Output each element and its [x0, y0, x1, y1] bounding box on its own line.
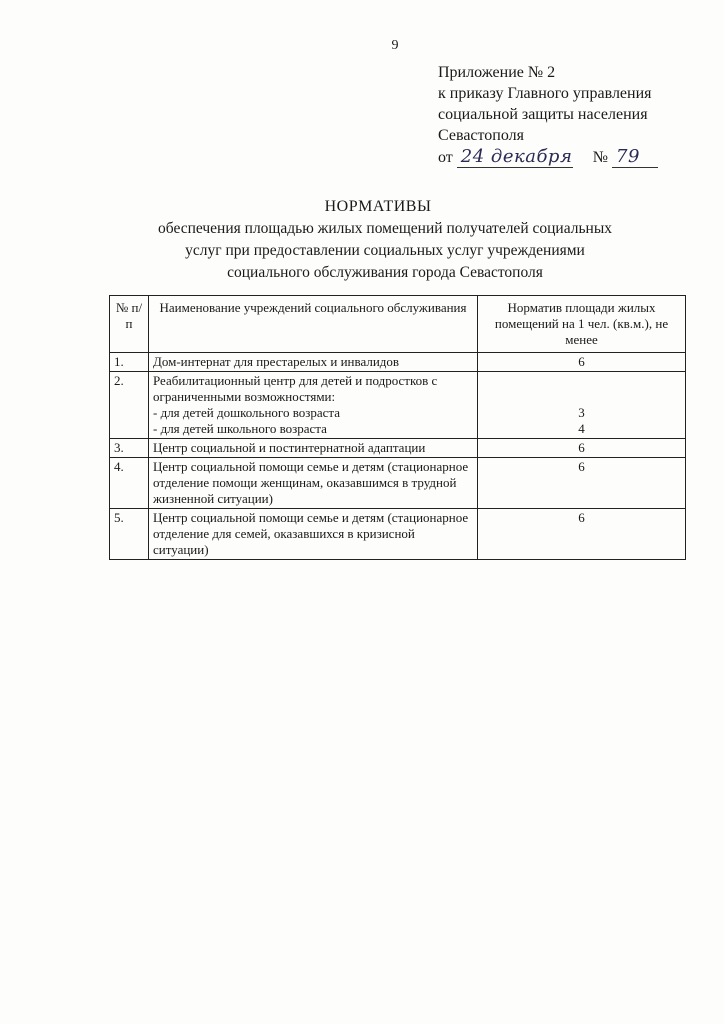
table-row [110, 353, 686, 372]
row-value: 6 [478, 458, 686, 509]
header-num: № п/п [110, 296, 149, 353]
table-header-row [110, 296, 686, 353]
row-num: 3. [110, 439, 149, 458]
row-name-line: Реабилитационный центр для детей и подростков с ограниченными возможностями: [153, 373, 438, 404]
appendix-line-4: Севастополя [438, 127, 524, 144]
row-name: Центр социальной и постинтернатной адаптации [149, 439, 478, 458]
row-name: Центр социальной помощи семье и детям (стационарное отделение помощи женщинам, оказавшимся в трудной жизненной ситуации) [149, 458, 478, 509]
page-number: 9 [391, 38, 399, 53]
row-num: 5. [110, 509, 149, 560]
appendix-line-1: Приложение № 2 [438, 64, 556, 81]
row-num: 1. [110, 353, 149, 372]
row-name [149, 372, 478, 439]
header-norm: Норматив площади жилых помещений на 1 чел. (кв.м.), не менее [478, 296, 686, 353]
date-prefix: от [438, 149, 453, 166]
row-name-line: - для детей дошкольного возраста [153, 405, 341, 420]
subtitle-line-1: обеспечения площадью жилых помещений получателей социальных [158, 220, 612, 237]
subtitle-line-3: социального обслуживания города Севастополя [227, 264, 543, 281]
row-value: 6 [478, 353, 686, 372]
appendix-line-2: к приказу Главного управления [438, 85, 652, 102]
row-value-line: 4 [578, 421, 585, 436]
document-subtitle [90, 218, 680, 284]
row-num: 2. [110, 372, 149, 439]
appendix-header [438, 62, 698, 168]
norms-table [109, 295, 686, 560]
row-name-line: - для детей школьного возраста [153, 421, 327, 436]
number-prefix: № [592, 149, 609, 166]
table-row [110, 372, 686, 439]
row-value: 6 [478, 509, 686, 560]
row-value [478, 372, 686, 439]
appendix-line-3: социальной защиты населения [438, 106, 648, 123]
row-value-line: 3 [578, 405, 585, 420]
table-row [110, 458, 686, 509]
row-num: 4. [110, 458, 149, 509]
row-name: Центр социальной помощи семье и детям (стационарное отделение для семей, оказавшихся в кризисной ситуации) [149, 509, 478, 560]
row-name: Дом-интернат для престарелых и инвалидов [149, 353, 478, 372]
table-row [110, 509, 686, 560]
subtitle-line-2: услуг при предоставлении социальных услуг учреждениями [185, 242, 585, 259]
document-title: НОРМАТИВЫ [324, 198, 432, 215]
header-name: Наименование учреждений социального обслуживания [149, 296, 478, 353]
handwritten-date: 24 декабря [457, 146, 573, 168]
handwritten-number: 79 [612, 146, 658, 168]
appendix-date-line [438, 146, 698, 168]
table-row [110, 439, 686, 458]
row-value: 6 [478, 439, 686, 458]
